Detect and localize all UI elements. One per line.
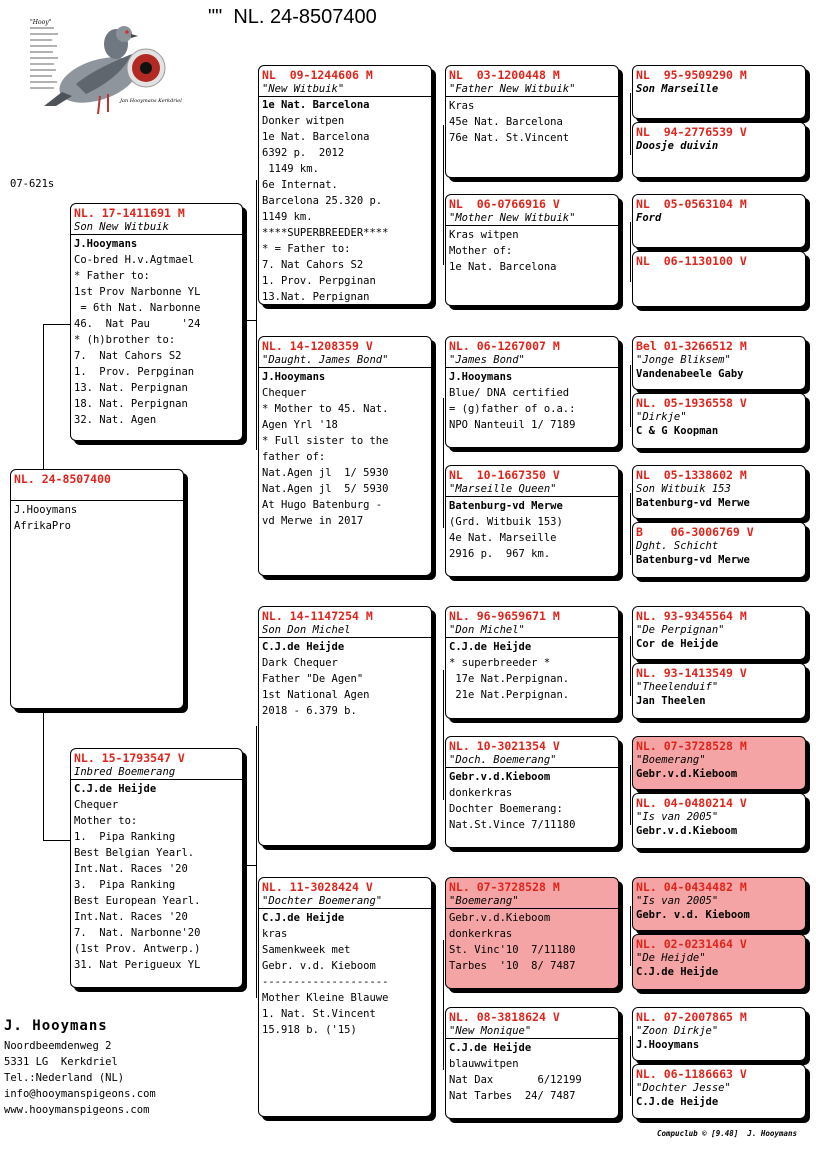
mother-card[interactable]: [70, 748, 243, 988]
logo-text-top: "Hooy": [30, 19, 52, 26]
pigeon-name: "Father New Witbuik": [446, 82, 618, 97]
pigeon-name: Ford: [636, 212, 662, 224]
gggparent-card[interactable]: [632, 934, 806, 990]
breeder: J.Hooymans: [449, 371, 513, 383]
pigeon-name: "Boemerang": [636, 754, 706, 766]
breeder: J.Hooymans: [636, 1039, 700, 1051]
pigeon-name: Dght. Schicht: [636, 540, 719, 552]
info-line: 7. Nat Cahors S2: [74, 350, 182, 362]
ring-number: B 06-3006769 V: [636, 525, 754, 539]
gggparent-card[interactable]: [632, 522, 806, 578]
connector-line: [630, 1036, 631, 1096]
info-line: Agen Yrl '18: [262, 419, 338, 431]
info-line: Dark Chequer: [262, 657, 338, 669]
info-line: 1149 km.: [262, 163, 319, 175]
info-line: 76e Nat. St.Vincent: [449, 132, 570, 144]
logo-text-bottom: Jan Hooymans Kerkdriel: [120, 98, 182, 104]
pigeon-name: "Doch. Boemerang": [446, 753, 618, 768]
father-card[interactable]: [70, 203, 243, 441]
info-line: 21e Nat.Perpignan.: [449, 689, 570, 701]
owner-block: [4, 1018, 156, 1118]
info-line: Dochter Boemerang:: [449, 803, 563, 815]
breeder: C.J.de Heijde: [636, 1096, 719, 1108]
connector-line: [243, 320, 256, 321]
ring-number: NL. 14-1147254 M: [262, 609, 373, 623]
info-line: father of:: [262, 451, 326, 463]
ring-number: NL 94-2776539 V: [636, 125, 747, 139]
info-line: Mother to:: [74, 815, 138, 827]
breeder: Batenburg-vd Merwe: [636, 554, 750, 566]
connector-line: [443, 670, 444, 800]
gggparent-card[interactable]: [632, 1007, 806, 1061]
ggparent-card[interactable]: [445, 736, 619, 848]
connector-line: [243, 865, 256, 866]
breeder: J.Hooymans: [262, 371, 326, 383]
gggparent-card[interactable]: [632, 251, 806, 307]
info-line: kras: [262, 928, 288, 940]
owner-address: Noordbeemdenweg 2: [4, 1040, 112, 1052]
info-line: * Full sister to the: [262, 435, 389, 447]
info-line: Nat Dax 6/12199: [449, 1074, 582, 1086]
ring-number: NL. 93-1413549 V: [636, 666, 747, 680]
info-line: Co-bred H.v.Agtmael: [74, 254, 195, 266]
breeder: J.Hooymans: [74, 238, 138, 250]
info-line: Mother Kleine Blauwe: [262, 992, 389, 1004]
pigeon-name: "Daught. James Bond": [259, 353, 431, 368]
info-line: * (h)brother to:: [74, 334, 176, 346]
breeder: Batenburg-vd Merwe: [636, 497, 750, 509]
breeder: C.J.de Heijde: [449, 641, 532, 653]
connector-line: [630, 636, 631, 696]
ring-number: NL 05-0563104 M: [636, 197, 747, 211]
pigeon-name: "James Bond": [446, 353, 618, 368]
info-line: 17e Nat.Perpignan.: [449, 673, 570, 685]
info-line: Barcelona 25.320 p.: [262, 195, 383, 207]
info-line: ****SUPERBREEDER****: [262, 227, 389, 239]
info-line: Int.Nat. Races '20: [74, 863, 188, 875]
breeder: C & G Koopman: [636, 425, 719, 437]
pigeon-name: "Is van 2005": [636, 811, 719, 823]
info-line: Nat.Agen jl 5/ 5930: [262, 483, 389, 495]
info-line: St. Vinc'10 7/11180: [449, 944, 576, 956]
pigeon-name: Son Don Michel: [259, 623, 431, 638]
gggparent-card[interactable]: [632, 65, 806, 119]
info-line: Blue/ DNA certified: [449, 387, 570, 399]
info-line: 46. Nat Pau '24: [74, 318, 201, 330]
info-line: 1. Nat. St.Vincent: [262, 1008, 376, 1020]
owner-phone: Tel.:Nederland (NL): [4, 1072, 125, 1084]
info-line: * Father to:: [74, 270, 150, 282]
ring-number: NL. 17-1411691 M: [74, 206, 185, 220]
connector-line: [443, 125, 444, 265]
breeder: C.J.de Heijde: [262, 912, 345, 924]
info-line: donkerkras: [449, 928, 513, 940]
breeder: Vandenabeele Gaby: [636, 368, 744, 380]
info-line: Donker witpen: [262, 115, 345, 127]
pigeon-name: "Boemerang": [446, 894, 618, 909]
ring-number: NL 05-1338602 M: [636, 468, 747, 482]
info-line: 18. Nat. Perpignan: [74, 398, 188, 410]
grandparent-card[interactable]: [258, 606, 432, 846]
gggparent-card[interactable]: [632, 194, 806, 248]
info-line: * Mother to 45. Nat.: [262, 403, 389, 415]
connector-line: [630, 493, 631, 555]
info-line: 4e Nat. Marseille: [449, 532, 557, 544]
pigeon-name: "New Monique": [446, 1024, 618, 1039]
pigeon-name: "Dirkje": [636, 411, 687, 423]
info-line: (Grd. Witbuik 153): [449, 516, 563, 528]
info-line: AfrikaPro: [14, 520, 71, 532]
info-line: Best European Yearl.: [74, 895, 201, 907]
breeder: C.J.de Heijde: [74, 783, 157, 795]
ring-number: NL 09-1244606 M: [262, 68, 373, 82]
ring-number: NL. 93-9345564 M: [636, 609, 747, 623]
ggparent-card[interactable]: [445, 877, 619, 989]
owner-email[interactable]: info@hooymanspigeons.com: [4, 1088, 156, 1100]
pigeon-code: 07-621s: [10, 178, 55, 190]
ring-number: NL. 07-3728528 M: [636, 739, 747, 753]
connector-line: [256, 180, 257, 450]
ring-number: NL. 02-0231464 V: [636, 937, 747, 951]
info-line: Int.Nat. Races '20: [74, 911, 188, 923]
pigeon-name: "Dochter Boemerang": [259, 894, 431, 909]
ring-number: NL. 15-1793547 V: [74, 751, 185, 765]
gggparent-card[interactable]: [632, 793, 806, 849]
info-line: 6e Internat.: [262, 179, 338, 191]
ring-number: NL. 07-2007865 M: [636, 1010, 747, 1024]
gggparent-card[interactable]: [632, 736, 806, 790]
info-line: Kras: [449, 100, 475, 112]
info-line: Best Belgian Yearl.: [74, 847, 195, 859]
info-line: 1149 km.: [262, 211, 313, 223]
info-line: 2916 p. 967 km.: [449, 548, 551, 560]
ring-number: NL. 04-0480214 V: [636, 796, 747, 810]
pigeon-eye-icon: [127, 49, 165, 87]
pigeon-name: "De Perpignan": [636, 624, 725, 636]
connector-line: [256, 726, 257, 998]
gggparent-card[interactable]: [632, 122, 806, 178]
info-line: * = Father to:: [262, 243, 351, 255]
ggparent-card[interactable]: [445, 465, 619, 577]
pigeon-name: "Don Michel": [446, 623, 618, 638]
grandparent-card[interactable]: [258, 877, 432, 1117]
pigeon-name: [11, 486, 183, 501]
connector-line: [43, 324, 70, 325]
pigeon-name: Doosje duivin: [636, 140, 719, 152]
page-title: "" NL. 24-8507400: [208, 6, 377, 28]
info-line: 1e Nat. Barcelona: [449, 261, 557, 273]
pigeon-name: "Dochter Jesse": [636, 1082, 731, 1094]
connector-line: [630, 765, 631, 825]
gggparent-card[interactable]: [632, 393, 806, 449]
pigeon-name: Son Witbuik 153: [636, 483, 731, 495]
ggparent-card[interactable]: [445, 336, 619, 448]
pigeon-logo: [24, 14, 182, 126]
info-line: Mother of:: [449, 245, 513, 257]
pigeon-name: "Theelenduif": [636, 681, 719, 693]
ggparent-card[interactable]: [445, 606, 619, 719]
info-line: 15.918 b. ('15): [262, 1024, 357, 1036]
info-line: 1st National Agen: [262, 689, 370, 701]
breeder: Gebr.v.d.Kieboom: [636, 768, 738, 780]
info-line: 1. Pipa Ranking: [74, 831, 176, 843]
ring-number: NL 10-1667350 V: [449, 468, 560, 482]
breeder: Gebr.v.d.Kieboom: [449, 771, 551, 783]
connector-line: [630, 93, 631, 155]
ggparent-card[interactable]: [445, 1007, 619, 1119]
ggparent-card[interactable]: [445, 65, 619, 178]
grandparent-card[interactable]: [258, 336, 432, 576]
info-line: 1st Prov Narbonne YL: [74, 286, 201, 298]
info-line: (1st Prov. Antwerp.): [74, 943, 201, 955]
ring-number: NL. 04-0434482 M: [636, 880, 747, 894]
ring-number: NL 06-1130100 V: [636, 254, 747, 268]
info-line: Samenkweek met: [262, 944, 351, 956]
grandparent-card[interactable]: [258, 65, 432, 305]
info-line: 32. Nat. Agen: [74, 414, 157, 426]
info-line: Nat.Agen jl 1/ 5930: [262, 467, 389, 479]
info-line: = (g)father of o.a.:: [449, 403, 576, 415]
footer-credit: Compuclub © [9.48] J. Hooymans: [657, 1129, 797, 1138]
info-line: NPO Nanteuil 1/ 7189: [449, 419, 576, 431]
ring-number: NL. 06-1186663 V: [636, 1067, 747, 1081]
breeder: Gebr. v.d. Kieboom: [636, 909, 750, 921]
info-line: 2018 - 6.379 b.: [262, 705, 357, 717]
info-line: blauwwitpen: [449, 1058, 519, 1070]
ring-number: Bel 01-3266512 M: [636, 339, 747, 353]
info-line: 1e Nat. Barcelona: [262, 131, 370, 143]
ggparent-card[interactable]: [445, 194, 619, 306]
info-line: * superbreeder *: [449, 657, 551, 669]
info-line: Chequer: [74, 799, 119, 811]
ring-number: NL. 05-1936558 V: [636, 396, 747, 410]
ring-number: NL. 10-3021354 V: [449, 739, 560, 753]
pigeon-name: "Mother New Witbuik": [446, 211, 618, 226]
info-line: 6392 p. 2012: [262, 147, 345, 159]
ring-number: NL 95-9509290 M: [636, 68, 747, 82]
pigeon-name: Son New Witbuik: [71, 220, 242, 235]
ring-number: NL. 96-9659671 M: [449, 609, 560, 623]
pigeon-name: "Marseille Queen": [446, 482, 618, 497]
breeder: Gebr.v.d.Kieboom: [449, 912, 551, 924]
breeder: Batenburg-vd Merwe: [449, 500, 563, 512]
connector-line: [43, 840, 70, 841]
info-line: Nat Tarbes 24/ 7487: [449, 1090, 576, 1102]
connector-line: [443, 398, 444, 528]
ring-number: NL. 07-3728528 M: [449, 880, 560, 894]
subject-card[interactable]: [10, 469, 184, 709]
pigeon-name: "Jonge Bliksem": [636, 354, 731, 366]
pigeon-name: "De Heijde": [636, 952, 706, 964]
breeder: Gebr.v.d.Kieboom: [636, 825, 738, 837]
pigeon-name: "Zoon Dirkje": [636, 1025, 719, 1037]
info-line: = 6th Nat. Narbonne: [74, 302, 201, 314]
ring-number: NL. 24-8507400: [14, 472, 111, 486]
info-line: 7. Nat Cahors S2: [262, 259, 364, 271]
info-line: --------------------: [262, 976, 389, 988]
pigeon-name: Inbred Boemerang: [71, 765, 242, 780]
ring-number: NL. 14-1208359 V: [262, 339, 373, 353]
info-line: Gebr. v.d. Kieboom: [262, 960, 376, 972]
gggparent-card[interactable]: [632, 465, 806, 519]
info-line: Nat.St.Vince 7/11180: [449, 819, 576, 831]
info-line: Tarbes '10 8/ 7487: [449, 960, 576, 972]
breeder: Cor de Heijde: [636, 638, 719, 650]
connector-line: [630, 222, 631, 282]
pigeon-name: "Is van 2005": [636, 895, 719, 907]
info-line: 1e Nat. Barcelona: [259, 96, 431, 113]
connector-line: [630, 365, 631, 427]
ring-number: NL 03-1200448 M: [449, 68, 560, 82]
ring-number: NL. 06-1267007 M: [449, 339, 560, 353]
connector-line: [630, 906, 631, 966]
breeder: J.Hooymans: [14, 504, 78, 516]
info-line: At Hugo Batenburg -: [262, 499, 383, 511]
info-line: 7. Nat. Narbonne'20: [74, 927, 201, 939]
info-line: 13.Nat. Perpignan: [262, 291, 370, 303]
gggparent-card[interactable]: [632, 877, 806, 931]
info-line: 13. Nat. Perpignan: [74, 382, 188, 394]
ring-number: NL 06-0766916 V: [449, 197, 560, 211]
ring-number: NL. 11-3028424 V: [262, 880, 373, 894]
gggparent-card[interactable]: [632, 663, 806, 719]
info-line: vd Merwe in 2017: [262, 515, 364, 527]
owner-name: J. Hooymans: [4, 1018, 108, 1034]
gggparent-card[interactable]: [632, 336, 806, 390]
breeder: C.J.de Heijde: [636, 966, 719, 978]
pigeon-name: "New Witbuik": [262, 83, 345, 95]
info-line: 1. Prov. Perpginan: [262, 275, 376, 287]
info-line: 1. Prov. Perpginan: [74, 366, 195, 378]
owner-city: 5331 LG Kerkdriel: [4, 1056, 118, 1068]
breeder: Jan Theelen: [636, 695, 706, 707]
info-line: Chequer: [262, 387, 307, 399]
info-line: 45e Nat. Barcelona: [449, 116, 563, 128]
info-line: 3. Pipa Ranking: [74, 879, 176, 891]
connector-line: [443, 940, 444, 1070]
info-line: Father "De Agen": [262, 673, 364, 685]
info-line: Kras witpen: [449, 229, 519, 241]
breeder: C.J.de Heijde: [449, 1042, 532, 1054]
pigeon-name: Son Marseille: [636, 83, 719, 95]
ring-number: NL. 08-3818624 V: [449, 1010, 560, 1024]
info-line: 31. Nat Perigueux YL: [74, 959, 201, 971]
gggparent-card[interactable]: [632, 606, 806, 660]
owner-website[interactable]: www.hooymanspigeons.com: [4, 1104, 150, 1116]
info-line: donkerkras: [449, 787, 513, 799]
gggparent-card[interactable]: [632, 1064, 806, 1119]
breeder: C.J.de Heijde: [262, 641, 345, 653]
